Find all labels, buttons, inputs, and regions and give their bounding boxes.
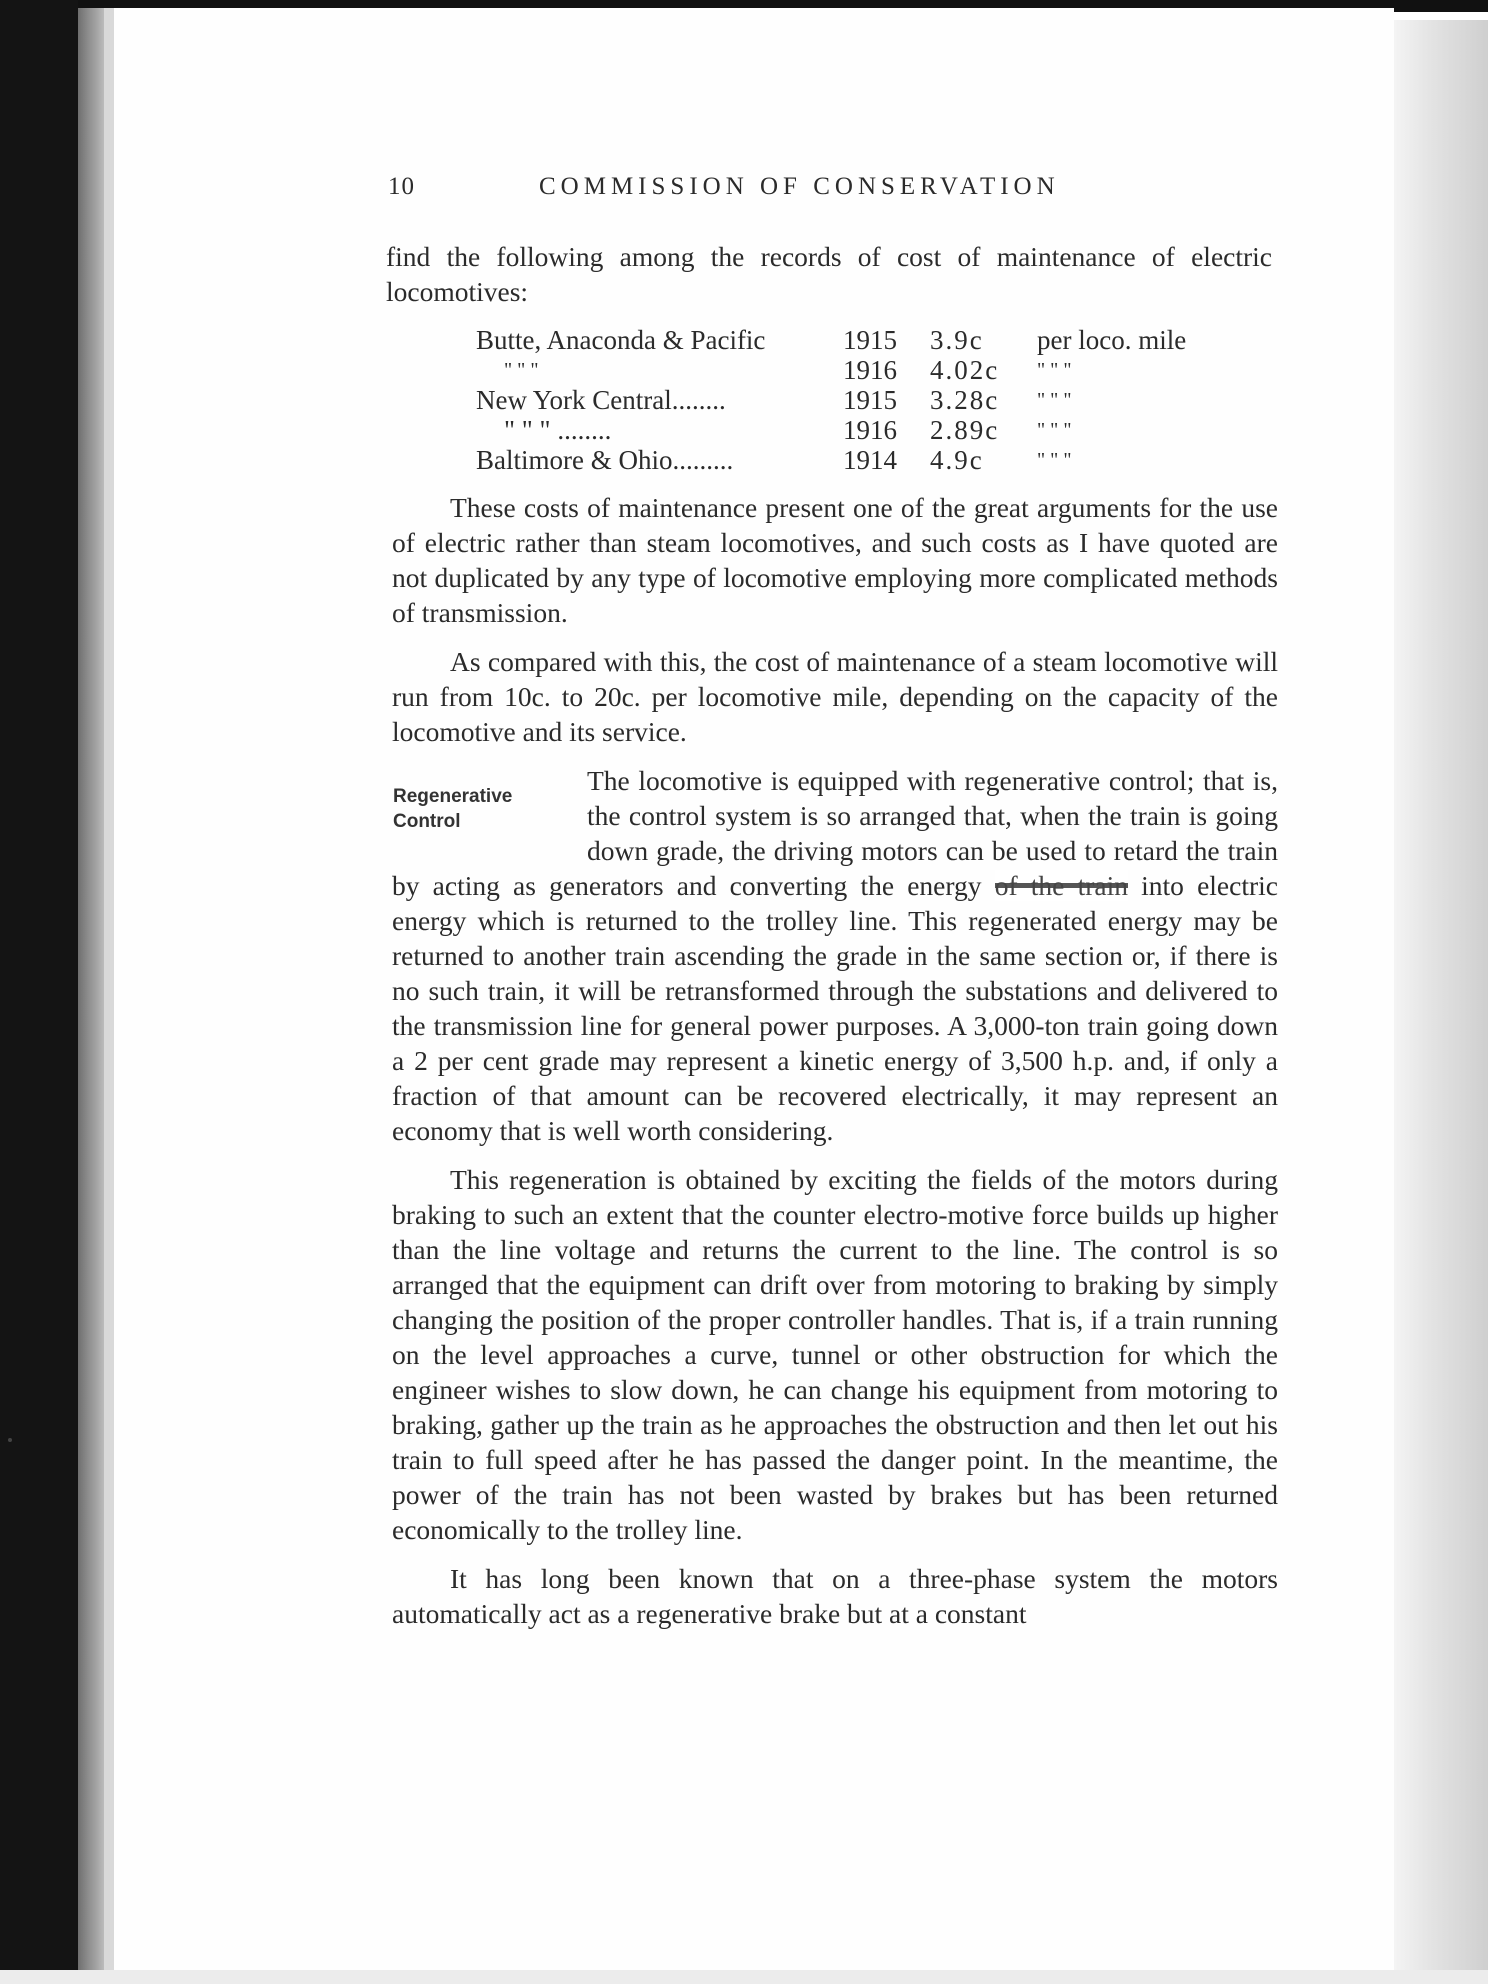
page-right-shadow	[1394, 20, 1488, 1984]
paragraph-text: into electric energy which is returned to the trolley line. This regenerated energy may be returned to another train ascending the grade in the same section or, if there is no such train, it will be retransformed through the substations and delivered to the transmission line for general power purposes. A 3,000-ton train going down a 2 per cent grade may represent a kinetic energy of 3,500 h.p. and, if only a fraction of that amount can be recovered electrically, it may represent an economy that is well worth considering.	[392, 870, 1278, 1146]
body-text	[392, 490, 1278, 1631]
paragraph-text: The locomotive is equipped with regenerative control; that is, the control system is so arranged that, when the train is going down grade, the driving motors can be used to retard the train by acting as generators and converting the energy	[392, 765, 1278, 901]
railway-name: Butte, Anaconda & Pacific	[476, 325, 766, 355]
book-spine-edge	[104, 8, 114, 1972]
cost-cell: 3.9c	[930, 325, 984, 355]
unit-cell: " " "	[1037, 419, 1072, 441]
paragraph-regenerative-control	[392, 763, 1278, 1148]
year-cell: 1915	[843, 385, 897, 415]
maintenance-cost-table	[476, 325, 1206, 475]
railway-name: New York Central........	[476, 385, 726, 415]
running-header	[388, 173, 1288, 213]
table-row	[476, 445, 1206, 475]
book-spine	[78, 8, 104, 1972]
cost-cell: 3.28c	[930, 385, 1000, 415]
year-cell: 1916	[843, 355, 897, 385]
cost-cell: 2.89c	[930, 415, 1000, 445]
table-row	[476, 385, 1206, 415]
paragraph: As compared with this, the cost of maintenance of a steam locomotive will run from 10c. to 20c. per locomotive mile, depending on the capacity of the locomotive and its service.	[392, 646, 1278, 747]
intro-paragraph: find the following among the records of cost of maintenance of electric locomotives:	[386, 241, 1272, 307]
unit-cell: " " "	[1037, 449, 1072, 471]
year-cell: 1915	[843, 325, 897, 355]
page-number: 10	[388, 173, 415, 200]
table-row	[476, 355, 1206, 385]
year-cell: 1914	[843, 445, 897, 475]
cost-cell: 4.02c	[930, 355, 1000, 385]
unit-cell: " " "	[1037, 389, 1072, 411]
railway-name: " " " ........	[504, 415, 612, 445]
paragraph: It has long been known that on a three-phase system the motors automatically act as a regenerative brake but at a constant	[392, 1563, 1278, 1629]
paragraph: This regeneration is obtained by exciting the fields of the motors during braking to such an extent that the counter electro-motive force builds up higher than the line voltage and returns the current to the line. The control is so arranged that the equipment can drift over from motoring to braking by simply changing the position of the proper controller handles. That is, if a train running on the level approaches a curve, tunnel or other obstruction for which the engineer wishes to slow down, he can change his equipment from motoring to braking, gather up the train as he approaches the obstruction and then let out his train to full speed after he has passed the danger point. In the meantime, the power of the train has not been wasted by brakes but has been returned economically to the trolley line.	[392, 1164, 1278, 1545]
margin-note-line: Regenerative	[393, 786, 513, 807]
unit-cell: " " "	[1037, 359, 1072, 381]
scan-bottom-border	[0, 1970, 1488, 1984]
railway-name: Baltimore & Ohio.........	[476, 445, 734, 475]
scan-speck	[8, 1438, 12, 1442]
running-title: COMMISSION OF CONSERVATION	[539, 173, 1060, 200]
margin-note-line: Control	[393, 811, 461, 832]
struck-text: of the train	[994, 870, 1128, 901]
railway-name: " " "	[504, 359, 539, 381]
cost-cell: 4.9c	[930, 445, 984, 475]
table-row	[476, 325, 1206, 355]
scan-left-border	[0, 0, 78, 1984]
year-cell: 1916	[843, 415, 897, 445]
table-row	[476, 415, 1206, 445]
unit-cell: per loco. mile	[1037, 325, 1187, 355]
paragraph: These costs of maintenance present one of the great arguments for the use of electric rather than steam locomotives, and such costs as I have quoted are not duplicated by any type of locomotive employing more complicated methods of transmission.	[392, 492, 1278, 628]
